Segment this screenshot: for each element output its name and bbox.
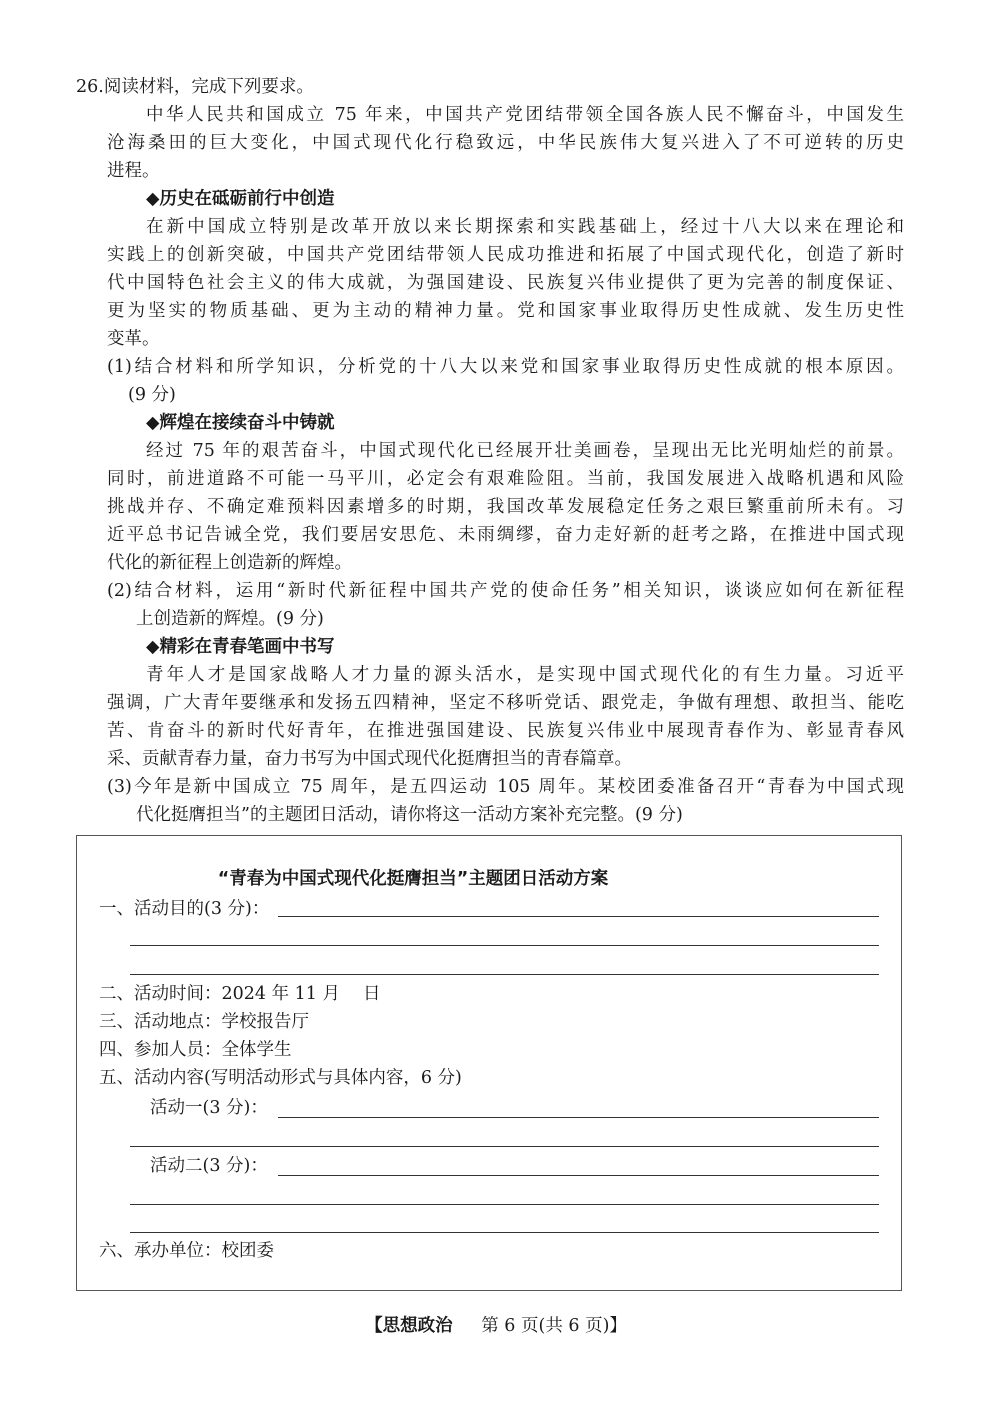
footer-page-number: 第 6 页(共 6 页)】 [481, 1316, 627, 1336]
activity-one-label: 活动一(3 分)： [150, 1098, 268, 1118]
intro-line: 进程。 [107, 161, 160, 181]
material-line: 强调，广大青年要继承和发扬五四精神，坚定不移听党话、跟党走，争做有理想、敢担当、能吃 [107, 693, 904, 713]
material-line: 近平总书记告诫全党，我们要居安思危、未雨绸缪，奋力走好新的赶考之路，在推进中国式现 [107, 525, 904, 545]
material-line: 采、贡献青春力量，奋力书写为中国式现代化挺膺担当的青春篇章。 [107, 749, 632, 769]
material-line: 代化的新征程上创造新的辉煌。 [107, 553, 352, 573]
answer-line-activity2-1[interactable] [278, 1175, 879, 1176]
intro-line: 沧海桑田的巨大变化，中国式现代化行稳致远，中华民族伟大复兴进入了不可逆转的历史 [107, 133, 904, 153]
answer-line-activity1-2[interactable] [130, 1146, 879, 1147]
material-line: 在新中国成立特别是改革开放以来长期探索和实践基础上，经过十八大以来在理论和 [146, 217, 904, 237]
material-line: 代中国特色社会主义的伟大成就，为强国建设、民族复兴伟业提供了更为完善的制度保证、 [107, 273, 904, 293]
material-line: 挑战并存、不确定难预料因素增多的时期，我国改革发展稳定任务之艰巨繁重前所未有。习 [107, 497, 904, 517]
plan-content-label: 五、活动内容(写明活动形式与具体内容，6 分) [99, 1068, 462, 1088]
plan-participants: 四、参加人员：全体学生 [99, 1040, 292, 1060]
material-line: 苦、肯奋斗的新时代好青年，在推进强国建设、民族复兴伟业中展现青春作为、彰显青春风 [107, 721, 904, 741]
plan-title: “青春为中国式现代化挺膺担当”主题团日活动方案 [217, 869, 609, 889]
material-line: 经过 75 年的艰苦奋斗，中国式现代化已经展开壮美画卷，呈现出无比光明灿烂的前景。 [146, 441, 904, 461]
task-line: (2)结合材料，运用“新时代新征程中国共产党的使命任务”相关知识，谈谈应如何在新征程 [107, 581, 904, 601]
section-heading: ◆辉煌在接续奋斗中铸就 [146, 413, 335, 433]
material-line: 更为坚实的物质基础、更为主动的精神力量。党和国家事业取得历史性成就、发生历史性 [107, 301, 904, 321]
answer-line-activity2-2[interactable] [130, 1204, 879, 1205]
plan-place: 三、活动地点：学校报告厅 [99, 1012, 309, 1032]
footer-spacer [458, 1316, 476, 1336]
plan-organizer: 六、承办单位：校团委 [99, 1241, 274, 1261]
task-line: (1)结合材料和所学知识，分析党的十八大以来党和国家事业取得历史性成就的根本原因。 [107, 357, 904, 377]
answer-line-purpose-3[interactable] [130, 974, 879, 975]
footer-subject: 【思想政治 [365, 1316, 453, 1336]
activity-two-label: 活动二(3 分)： [150, 1156, 268, 1176]
material-line: 变革。 [107, 329, 160, 349]
page-footer [0, 1312, 992, 1340]
intro-line: 中华人民共和国成立 75 年来，中国共产党团结带领全国各族人民不懈奋斗，中国发生 [146, 105, 904, 125]
task-line: (9 分) [128, 385, 176, 405]
question-header: 26.阅读材料，完成下列要求。 [76, 77, 314, 97]
answer-line-activity1-1[interactable] [278, 1117, 879, 1118]
material-line: 实践上的创新突破，中国共产党团结带领人民成功推进和拓展了中国式现代化，创造了新时 [107, 245, 904, 265]
plan-time: 二、活动时间：2024 年 11 月 日 [99, 984, 381, 1004]
material-line: 青年人才是国家战略人才力量的源头活水，是实现中国式现代化的有生力量。习近平 [146, 665, 904, 685]
plan-purpose-label: 一、活动目的(3 分)： [99, 899, 270, 919]
material-line: 同时，前进道路不可能一马平川，必定会有艰难险阻。当前，我国发展进入战略机遇和风险 [107, 469, 904, 489]
section-heading: ◆历史在砥砺前行中创造 [146, 189, 335, 209]
task-line: 代化挺膺担当”的主题团日活动，请你将这一活动方案补充完整。(9 分) [136, 805, 683, 825]
task-line: 上创造新的辉煌。(9 分) [136, 609, 324, 629]
answer-line-purpose-1[interactable] [278, 916, 879, 917]
section-heading: ◆精彩在青春笔画中书写 [146, 637, 335, 657]
task-line: (3)今年是新中国成立 75 周年，是五四运动 105 周年。某校团委准备召开“青春为中国式现 [107, 777, 904, 797]
answer-line-activity2-3[interactable] [130, 1232, 879, 1233]
answer-line-purpose-2[interactable] [130, 945, 879, 946]
